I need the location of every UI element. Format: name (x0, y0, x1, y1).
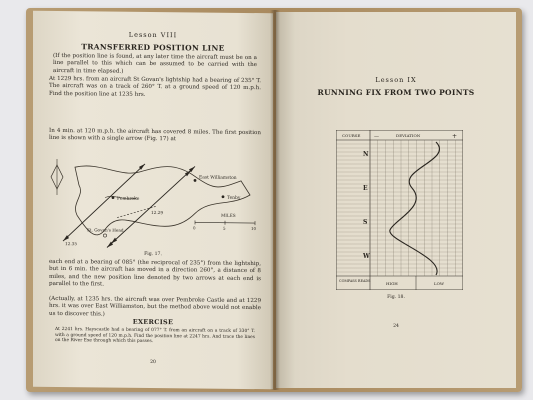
left-page-number: 20 (150, 359, 156, 366)
arrow-head-icon (111, 238, 117, 244)
exercise-heading: EXERCISE (132, 317, 174, 327)
book-gutter (270, 10, 280, 390)
right-page-number: 24 (393, 324, 399, 329)
paragraph-3: each end at a bearing of 085° (the reciprocal of 235°) from the lightship, but in 6 min. the aircraft has moved in a direction 260°, a distance of 8 miles, and the new position line denoted by two arrows at each end is parallel to the first. (49, 258, 261, 288)
time-1235-label: 12.35 (65, 241, 77, 247)
left-lesson-number: Lesson VIII (128, 30, 178, 40)
left-page (33, 11, 273, 390)
course-header: COURSE (342, 133, 361, 138)
right-page-title: RUNNING FIX FROM TWO POINTS (317, 88, 475, 97)
high-label: HIGH (386, 281, 398, 286)
exercise-text: At 2241 hrs. Hayscastle had a bearing of 077° T. from an aircraft on a track of 330° T. with a ground speed of 120 m.p.h. Find the position line at 2247 hrs. And trace the lines on the River Exe through which this passes. (55, 326, 255, 345)
scale-label-10: 10 (251, 226, 257, 232)
figure-17-caption: Fig. 17. (144, 251, 162, 258)
figure-17-map (45, 157, 265, 251)
pembroke-label: Pembroke (117, 196, 140, 202)
position-line-1235 (107, 166, 195, 249)
plus-header: + (452, 133, 458, 140)
deviation-card (336, 130, 463, 290)
east-williamston-marker (194, 179, 197, 182)
east-williamston-label: East Williamston (199, 175, 237, 181)
lightship-marker (103, 234, 106, 237)
time-1229-label: 12.29 (151, 209, 163, 216)
cardinal-n: N (363, 151, 369, 158)
cardinal-s: S (363, 219, 368, 226)
intro-paragraph: (If the position line is found, at any later time the aircraft must be on a line parallel to this which can be assumed to be carried with the aircraft in time elapsed.) (53, 52, 257, 75)
scale-label-5: 5 (223, 225, 226, 231)
scale-title: MILES (221, 212, 236, 218)
left-page-title: TRANSFERRED POSITION LINE (81, 42, 225, 53)
scale-label-0: 0 (193, 225, 196, 231)
grid (336, 140, 463, 276)
figure-18-caption: Fig. 18. (387, 295, 405, 300)
card-border (336, 130, 463, 290)
low-label: LOW (434, 281, 445, 286)
minus-header: — (374, 133, 379, 140)
paragraph-4: (Actually, at 1235 hrs. the aircraft was over Pembroke Castle and at 1229 hrs. it was over East Williamston, but the method above would not enable us to discover this.) (49, 295, 261, 318)
compass-reads-label: COMPASS READS (339, 279, 371, 283)
tenby-label: Tenby (227, 195, 241, 201)
st-govans-head-label: St. Govan's Head (87, 227, 124, 233)
cardinal-e: E (363, 185, 368, 192)
cardinal-w: W (363, 253, 370, 260)
deviation-header: DEVIATION (396, 133, 421, 138)
tenby-marker (222, 195, 225, 198)
right-page (276, 12, 516, 388)
paragraph-2: In 4 min. at 120 m.p.h. the aircraft has covered 8 miles. The first position line is shown with a single arrow (Fig. 17) at (49, 127, 261, 143)
paragraph-1: At 1229 hrs. from an aircraft St Govan's lightship had a bearing of 235° T. The aircraft was on a track of 260° T. at a ground speed of 120 m.p.h. Find the position line at 1235 hrs. (49, 75, 261, 98)
right-lesson-number: Lesson IX (375, 76, 417, 84)
